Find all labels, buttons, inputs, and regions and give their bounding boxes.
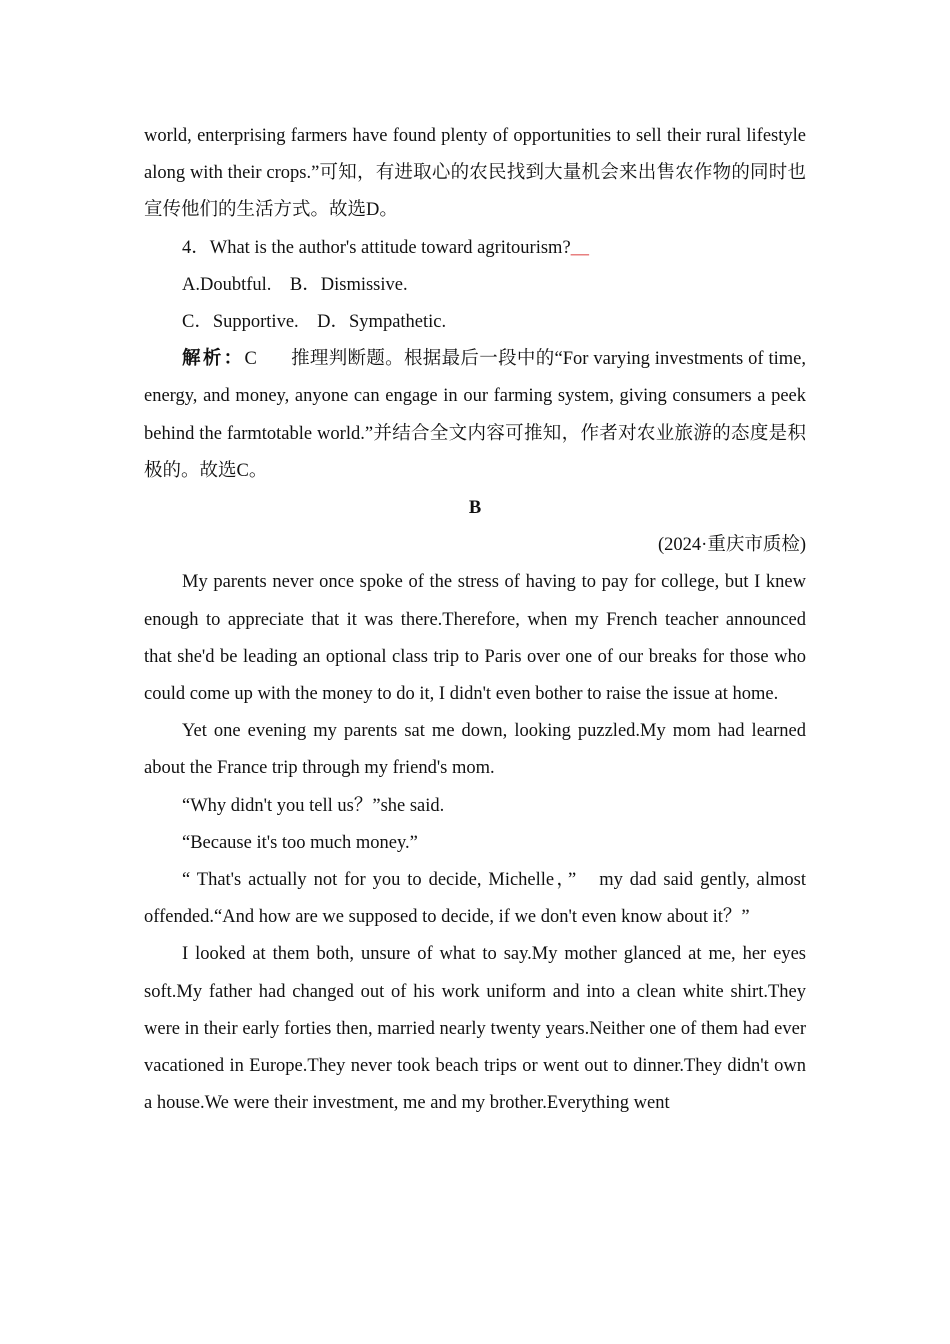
question-4-options-cd: C．Supportive. D．Sympathetic.: [182, 312, 447, 333]
document-page: [144, 118, 806, 1122]
question-4-stem: [144, 230, 806, 267]
passage-a-closing-paragraph: world, enterprising farmers have found plenty of opportunities to sell their rural lifestyle along with their crops.”可知，有进取心的农民找到大量机会来出售农作物的同时也宣传他们的生活方式。故选D。: [144, 126, 806, 221]
passage-b-heading: B: [468, 498, 482, 519]
analysis-answer: C: [244, 349, 257, 370]
answer-blank: ＿: [570, 237, 590, 258]
question-4-text: 4．What is the author's attitude toward agritourism?: [182, 237, 571, 258]
passage-b-paragraph: “Why didn't you tell us？”she said.: [182, 795, 445, 816]
passage-b-paragraph: “ That's actually not for you to decide, Michelle，” my dad said gently, almost offended.“And how are we supposed to decide, if we don't even know about it？”: [144, 870, 806, 928]
passage-b-source: (2024·重庆市质检): [658, 535, 806, 556]
analysis-label: 解析：: [182, 349, 245, 370]
passage-b-paragraph: “Because it's too much money.”: [182, 832, 418, 853]
analysis-text: 推理判断题。根据最后一段中的“For varying investments of time, energy, and money, anyone can engage in our farming system, giving consumers a peek behind the farmtotable world.”并结合全文内容可推知，作者对农业旅游的态度是积极的。故选C。: [144, 349, 806, 481]
passage-b-paragraph: I looked at them both, unsure of what to say.My mother glanced at me, her eyes soft.My father had changed out of his work uniform and into a clean white shirt.They were in their early forties then, married nearly twenty years.Neither one of them had ever vacationed in Europe.They never took beach trips or went out to dinner.They didn't own a house.We were their investment, me and my brother.Everything went: [144, 944, 806, 1114]
question-4-options-ab: A.Doubtful. B．Dismissive.: [182, 274, 408, 295]
question-4-analysis: [144, 341, 806, 490]
passage-b-paragraph: My parents never once spoke of the stress of having to pay for college, but I knew enough to appreciate that it was there.Therefore, when my French teacher announced that she'd be leading an optional class trip to Paris over one of our breaks for those who could come up with the money to do it, I didn't even bother to raise the issue at home.: [144, 572, 806, 705]
passage-b-paragraph: Yet one evening my parents sat me down, looking puzzled.My mom had learned about the France trip through my friend's mom.: [144, 721, 806, 779]
